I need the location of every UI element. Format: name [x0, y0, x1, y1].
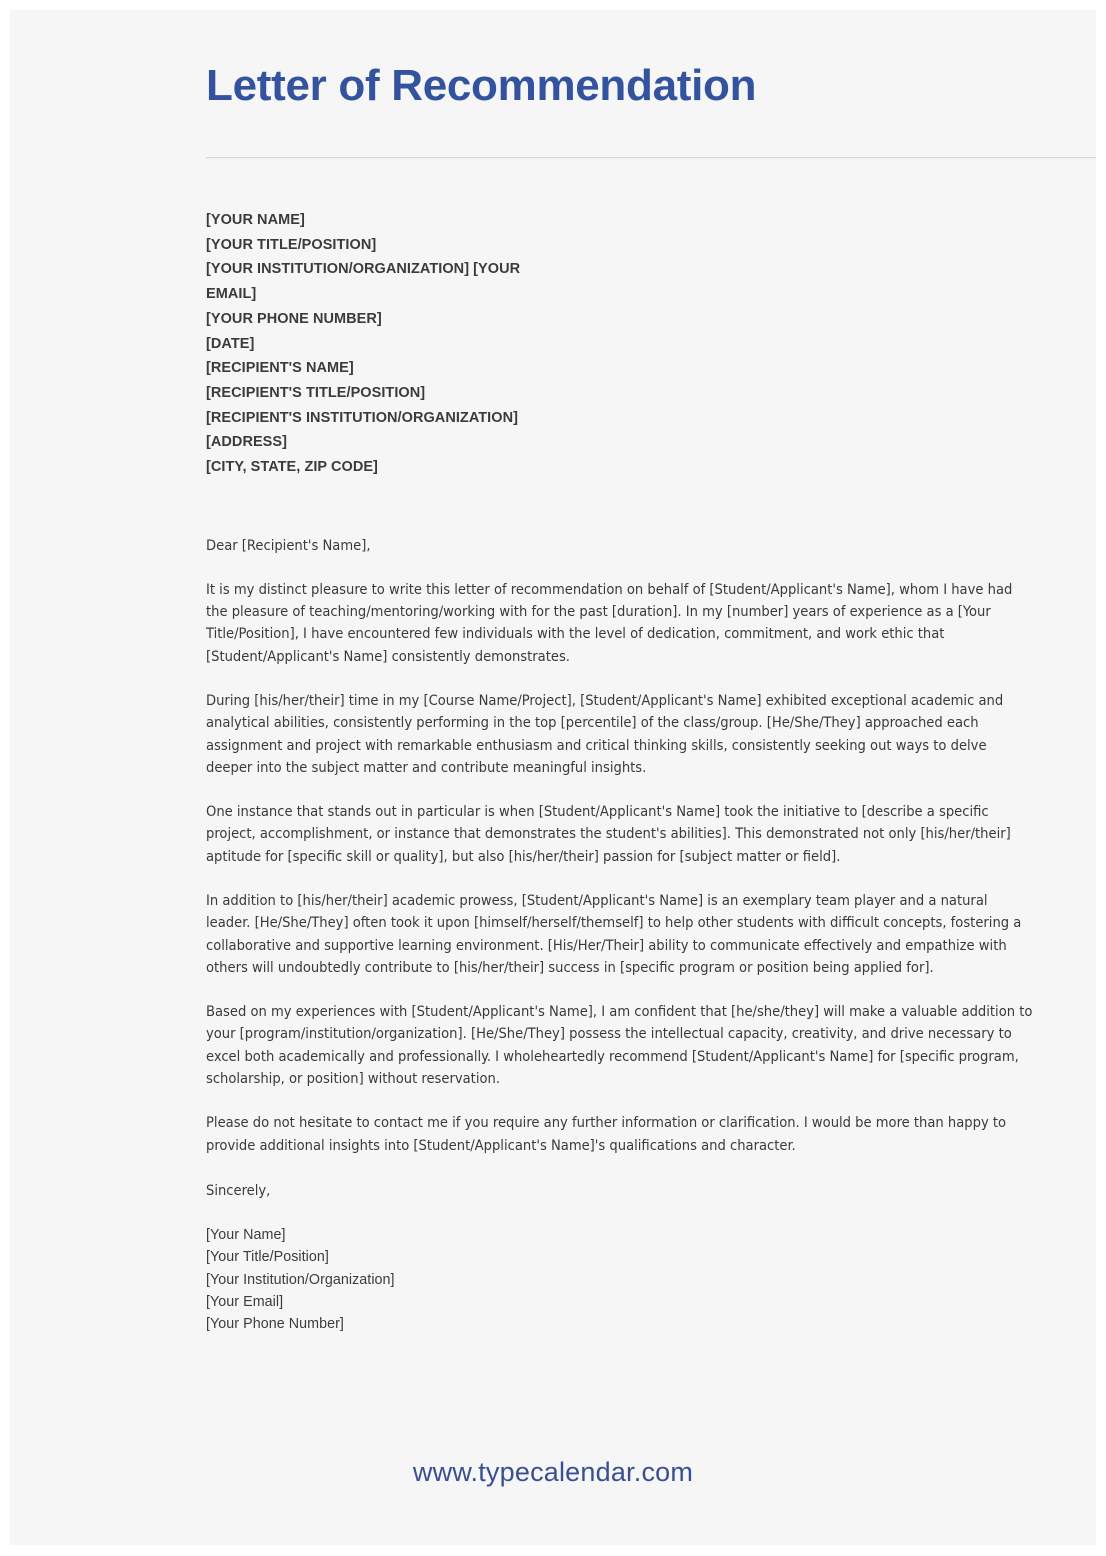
address-line: [RECIPIENT'S TITLE/POSITION] — [206, 384, 426, 401]
signature-line: [Your Title/Position] — [206, 1249, 329, 1266]
letter-content — [206, 208, 1036, 1335]
body-paragraph: One instance that stands out in particular is when [Student/Applicant's Name] took the initiative to [describe a specific project, accomplishment, or instance that demonstrates the student's abilities]. This demonstrated not only [his/her/their] aptitude for [specific skill or quality], but also [his/her/their] passion for [subject matter or field]. — [206, 803, 1011, 865]
body-paragraph: It is my distinct pleasure to write this letter of recommendation on behalf of [Student/Applicant's Name], whom I have had the pleasure of teaching/mentoring/working with for the past [duration]. In my [number] years of experience as a [Your Title/Position], I have encountered few individuals with the level of dedication, commitment, and work ethic that [Student/Applicant's Name] consistently demonstrates. — [206, 580, 1013, 665]
address-line: [YOUR PHONE NUMBER] — [206, 310, 382, 327]
page-title: Letter of Recommendation — [206, 61, 757, 110]
body-paragraph: Based on my experiences with [Student/Applicant's Name], I am confident that [he/she/they] will make a valuable addition to your [program/institution/organization]. [He/She/They] possess the intellectual capacity, creativity, and drive necessary to excel both academically and professionally. I wholeheartedly recommend [Student/Applicant's Name] for [specific program, scholarship, or position] without reservation. — [206, 1003, 1033, 1088]
address-line: [RECIPIENT'S NAME] — [206, 360, 354, 377]
closing-salutation: Sincerely, — [206, 1181, 271, 1199]
address-line: [YOUR INSTITUTION/ORGANIZATION] [YOUR EMAIL] — [206, 261, 521, 303]
signature-line: [Your Name] — [206, 1226, 286, 1243]
body-paragraph: In addition to [his/her/their] academic prowess, [Student/Applicant's Name] is an exemplary team player and a natural leader. [He/She/They] often took it upon [himself/herself/themself] to help other students with difficult concepts, fostering a collaborative and supportive learning environment. [His/Her/Their] ability to communicate effectively and empathize with others will undoubtedly contribute to [his/her/their] success in [specific program or position being applied for]. — [206, 892, 1022, 976]
address-line: [YOUR NAME] — [206, 212, 305, 228]
address-line: [YOUR TITLE/POSITION] — [206, 236, 377, 253]
title-divider — [206, 157, 1096, 159]
footer-website-url[interactable]: www.typecalendar.com — [412, 1457, 694, 1487]
body-paragraph: During [his/her/their] time in my [Course Name/Project], [Student/Applicant's Name] exhibited exceptional academic and analytical abilities, consistently performing in the top [percentile] of the class/group. [He/She/They] approached each assignment and project with remarkable enthusiasm and critical thinking skills, consistently seeking out ways to delve deeper into the subject matter and contribute meaningful insights. — [206, 691, 1004, 776]
address-line: [DATE] — [206, 335, 255, 352]
address-line: [ADDRESS] — [206, 434, 288, 451]
address-line: [CITY, STATE, ZIP CODE] — [206, 459, 378, 476]
address-line: [RECIPIENT'S INSTITUTION/ORGANIZATION] — [206, 409, 518, 426]
document-page — [10, 10, 1096, 1545]
signature-line: [Your Email] — [206, 1293, 284, 1310]
sender-recipient-address-block — [206, 208, 566, 480]
signature-line: [Your Institution/Organization] — [206, 1271, 395, 1288]
signature-block — [206, 1224, 1036, 1335]
signature-line: [Your Phone Number] — [206, 1316, 344, 1333]
body-paragraph: Please do not hesitate to contact me if you require any further information or clarification. I would be more than happy to provide additional insights into [Student/Applicant's Name]'s qualifications and character. — [206, 1114, 1007, 1154]
salutation: Dear [Recipient's Name], — [206, 536, 371, 554]
